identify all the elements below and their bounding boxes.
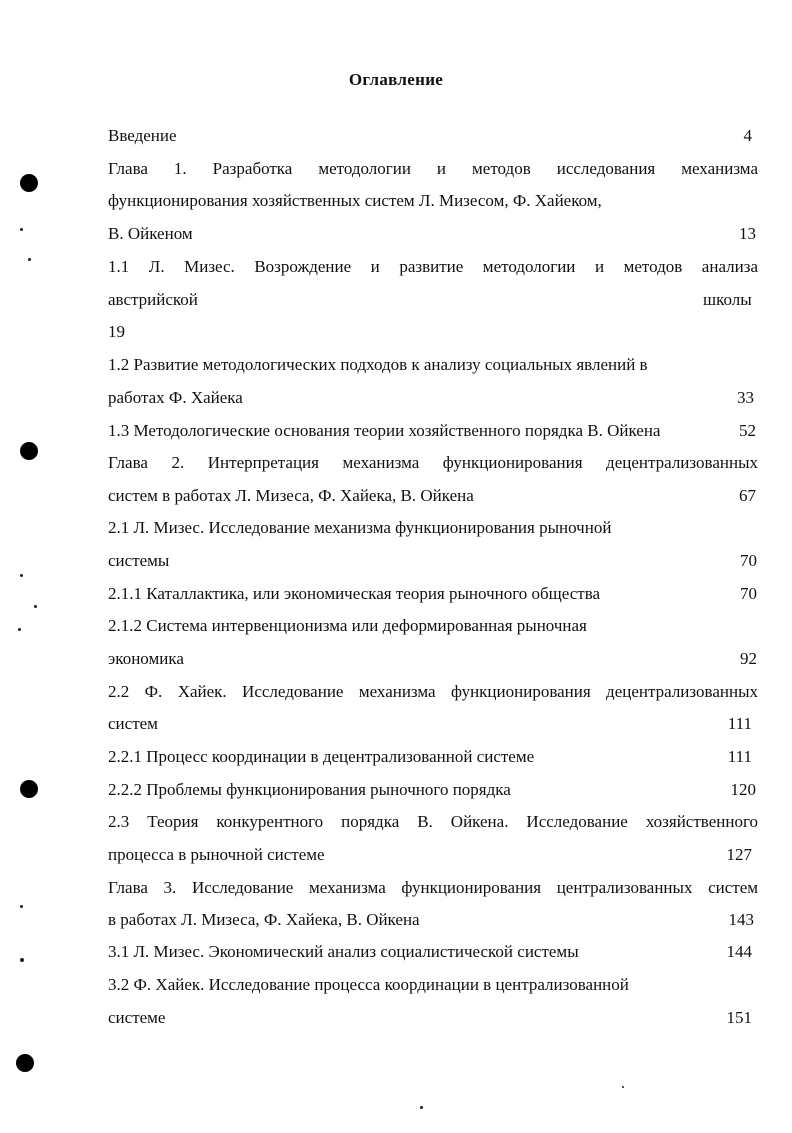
toc-page-1-2: 33 — [737, 388, 754, 407]
scan-speck — [20, 905, 23, 908]
hole-punch-mark — [20, 174, 38, 192]
toc-entry-2-1-2-cont: экономика — [108, 649, 184, 668]
toc-entry-chapter-1-cont: функционирования хозяйственных систем Л. Мизесом, Ф. Хайеком, — [108, 191, 602, 210]
toc-entry-1-3: 1.3 Методологические основания теории хозяйственного порядка В. Ойкена — [108, 421, 661, 440]
toc-page-3-2: 151 — [726, 1008, 752, 1027]
toc-entry-chapter-1-cont2: В. Ойкеном — [108, 224, 193, 243]
toc-entry-1-2-cont: работах Ф. Хайека — [108, 388, 243, 407]
toc-entry-chapter-2-cont: систем в работах Л. Мизеса, Ф. Хайека, В. Ойкена — [108, 486, 474, 505]
toc-entry-1-2: 1.2 Развитие методологических подходов к анализу социальных явлений в — [108, 355, 648, 374]
toc-entry-1-1-word-b: школы — [703, 290, 752, 309]
toc-entry-2-1-1: 2.1.1 Каталлактика, или экономическая теория рыночного общества — [108, 584, 601, 603]
toc-entry-2-1-cont: системы — [108, 551, 170, 570]
toc-entry-chapter-3-cont: в работах Л. Мизеса, Ф. Хайека, В. Ойкена — [108, 910, 420, 929]
toc-entry-2-2-cont: систем — [108, 714, 158, 733]
scan-speck — [622, 1086, 624, 1088]
scan-speck — [18, 628, 21, 631]
toc-page-intro: 4 — [743, 126, 752, 145]
toc-entry-2-3: 2.3 Теория конкурентного порядка В. Ойкена. Исследование хозяйственного — [108, 812, 758, 831]
toc-page-chapter-1: 13 — [739, 224, 756, 243]
hole-punch-mark — [16, 1054, 34, 1072]
toc-entry-3-2: 3.2 Ф. Хайек. Исследование процесса координации в централизованной — [108, 975, 629, 994]
toc-page-1-3: 52 — [739, 421, 756, 440]
toc-page-1-1: 19 — [108, 322, 125, 341]
toc-entry-2-2-1: 2.2.1 Процесс координации в децентрализованной системе — [108, 747, 535, 766]
hole-punch-mark — [20, 780, 38, 798]
scan-speck — [34, 605, 37, 608]
toc-entry-2-2-2: 2.2.2 Проблемы функционирования рыночного порядка — [108, 780, 511, 799]
toc-page-2-1-2: 92 — [740, 649, 757, 668]
scan-speck — [420, 1106, 423, 1109]
scan-speck — [20, 958, 24, 962]
scan-speck — [20, 228, 23, 231]
toc-entry-intro: Введение — [108, 126, 177, 145]
toc-page-2-3: 127 — [726, 845, 752, 864]
toc-page-3-1: 144 — [726, 942, 752, 961]
toc-page-chapter-3: 143 — [728, 910, 754, 929]
toc-page-2-1: 70 — [740, 551, 757, 570]
toc-entry-chapter-3: Глава 3. Исследование механизма функционирования централизованных систем — [108, 878, 758, 897]
scan-speck — [20, 574, 23, 577]
toc-page-2-2: 111 — [727, 714, 752, 733]
toc-entry-chapter-2: Глава 2. Интерпретация механизма функционирования децентрализованных — [108, 453, 758, 472]
toc-entry-2-1-2: 2.1.2 Система интервенционизма или деформированная рыночная — [108, 616, 587, 635]
toc-page-2-1-1: 70 — [740, 584, 757, 603]
toc-entry-2-1: 2.1 Л. Мизес. Исследование механизма функционирования рыночной — [108, 518, 612, 537]
toc-entry-1-1-word-a: австрийской — [108, 290, 198, 309]
toc-page-chapter-2: 67 — [739, 486, 756, 505]
toc-page-2-2-1: 111 — [727, 747, 752, 766]
page-title: Оглавление — [348, 70, 444, 89]
toc-entry-2-2: 2.2 Ф. Хайек. Исследование механизма функционирования децентрализованных — [108, 682, 758, 701]
toc-page-2-2-2: 120 — [730, 780, 756, 799]
hole-punch-mark — [20, 442, 38, 460]
scan-speck — [28, 258, 31, 261]
toc-entry-2-3-cont: процесса в рыночной системе — [108, 845, 325, 864]
toc-entry-chapter-1: Глава 1. Разработка методологии и методов исследования механизма — [108, 159, 758, 178]
toc-entry-3-1: 3.1 Л. Мизес. Экономический анализ социалистической системы — [108, 942, 579, 961]
toc-entry-3-2-cont: системе — [108, 1008, 166, 1027]
toc-entry-1-1: 1.1 Л. Мизес. Возрождение и развитие методологии и методов анализа — [108, 257, 758, 276]
